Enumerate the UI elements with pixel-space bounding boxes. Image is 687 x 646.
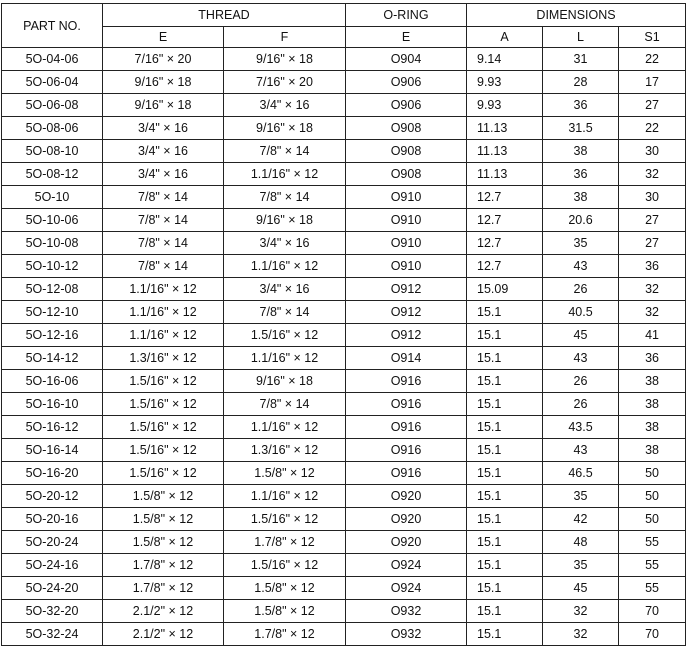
o-ring-cell: O916 [346,393,467,416]
dim-s1-cell: 30 [619,186,686,209]
thread-e-cell: 1.3/16" × 12 [103,347,224,370]
dim-l-cell: 43 [543,347,619,370]
dim-s1-cell: 38 [619,439,686,462]
dim-l-cell: 38 [543,140,619,163]
table-body [2,48,686,646]
part-no-cell: 5O-16-14 [2,439,103,462]
o-ring-cell: O924 [346,554,467,577]
dim-s1-cell: 32 [619,278,686,301]
dim-s1-cell: 27 [619,232,686,255]
dim-l-cell: 35 [543,485,619,508]
table-row [2,439,686,462]
dim-l-cell: 31.5 [543,117,619,140]
table-row [2,94,686,117]
o-ring-cell: O912 [346,278,467,301]
dim-l-cell: 43.5 [543,416,619,439]
o-ring-cell: O920 [346,508,467,531]
dim-s1-cell: 41 [619,324,686,347]
part-no-cell: 5O-08-12 [2,163,103,186]
table-row [2,301,686,324]
part-no-cell: 5O-20-24 [2,531,103,554]
o-ring-cell: O920 [346,531,467,554]
table-row [2,163,686,186]
o-ring-cell: O910 [346,186,467,209]
table-row [2,508,686,531]
table-header [2,4,686,48]
thread-e-cell: 1.7/8" × 12 [103,577,224,600]
thread-f-cell: 7/8" × 14 [224,301,346,324]
dim-l-cell: 45 [543,577,619,600]
header-part-no: PART NO. [2,4,103,48]
o-ring-cell: O904 [346,48,467,71]
o-ring-cell: O908 [346,117,467,140]
dim-a-cell: 15.1 [467,623,543,646]
dim-l-cell: 36 [543,163,619,186]
part-no-cell: 5O-20-12 [2,485,103,508]
header-dim-l: L [543,27,619,48]
o-ring-cell: O924 [346,577,467,600]
thread-f-cell: 9/16" × 18 [224,48,346,71]
part-no-cell: 5O-08-10 [2,140,103,163]
dim-l-cell: 43 [543,439,619,462]
header-dim-s1: S1 [619,27,686,48]
dim-l-cell: 20.6 [543,209,619,232]
thread-e-cell: 2.1/2" × 12 [103,600,224,623]
thread-e-cell: 3/4" × 16 [103,117,224,140]
table-row [2,48,686,71]
dim-s1-cell: 50 [619,508,686,531]
dim-l-cell: 26 [543,370,619,393]
header-o-ring-e: E [346,27,467,48]
thread-f-cell: 1.5/16" × 12 [224,324,346,347]
o-ring-cell: O906 [346,71,467,94]
dim-l-cell: 42 [543,508,619,531]
thread-e-cell: 9/16" × 18 [103,94,224,117]
header-thread: THREAD [103,4,346,27]
dim-s1-cell: 36 [619,347,686,370]
dim-a-cell: 15.1 [467,554,543,577]
table-row [2,232,686,255]
dim-l-cell: 43 [543,255,619,278]
fitting-spec-table [1,3,686,646]
dim-a-cell: 9.93 [467,71,543,94]
thread-e-cell: 1.5/16" × 12 [103,462,224,485]
part-no-cell: 5O-06-08 [2,94,103,117]
part-no-cell: 5O-16-20 [2,462,103,485]
part-no-cell: 5O-10 [2,186,103,209]
dim-l-cell: 28 [543,71,619,94]
dim-s1-cell: 27 [619,209,686,232]
part-no-cell: 5O-16-12 [2,416,103,439]
dim-s1-cell: 36 [619,255,686,278]
thread-e-cell: 1.1/16" × 12 [103,324,224,347]
thread-e-cell: 7/8" × 14 [103,232,224,255]
thread-f-cell: 1.5/8" × 12 [224,462,346,485]
dim-l-cell: 40.5 [543,301,619,324]
dim-a-cell: 12.7 [467,186,543,209]
dim-s1-cell: 22 [619,117,686,140]
dim-s1-cell: 38 [619,370,686,393]
table-row [2,485,686,508]
dim-s1-cell: 32 [619,301,686,324]
thread-e-cell: 1.5/16" × 12 [103,416,224,439]
o-ring-cell: O916 [346,439,467,462]
dim-a-cell: 15.1 [467,370,543,393]
thread-f-cell: 9/16" × 18 [224,209,346,232]
o-ring-cell: O906 [346,94,467,117]
dim-s1-cell: 32 [619,163,686,186]
o-ring-cell: O908 [346,163,467,186]
dim-s1-cell: 50 [619,462,686,485]
table-row [2,554,686,577]
thread-e-cell: 3/4" × 16 [103,140,224,163]
thread-e-cell: 3/4" × 16 [103,163,224,186]
part-no-cell: 5O-12-16 [2,324,103,347]
thread-e-cell: 9/16" × 18 [103,71,224,94]
part-no-cell: 5O-14-12 [2,347,103,370]
header-thread-f: F [224,27,346,48]
dim-l-cell: 35 [543,232,619,255]
thread-f-cell: 1.1/16" × 12 [224,163,346,186]
dim-s1-cell: 55 [619,554,686,577]
thread-e-cell: 1.5/8" × 12 [103,508,224,531]
thread-f-cell: 7/16" × 20 [224,71,346,94]
o-ring-cell: O932 [346,600,467,623]
part-no-cell: 5O-10-08 [2,232,103,255]
thread-f-cell: 3/4" × 16 [224,94,346,117]
part-no-cell: 5O-16-06 [2,370,103,393]
dim-s1-cell: 55 [619,577,686,600]
thread-f-cell: 7/8" × 14 [224,140,346,163]
thread-f-cell: 1.5/8" × 12 [224,600,346,623]
dim-l-cell: 38 [543,186,619,209]
dim-l-cell: 26 [543,393,619,416]
thread-e-cell: 1.7/8" × 12 [103,554,224,577]
part-no-cell: 5O-06-04 [2,71,103,94]
dim-a-cell: 15.1 [467,531,543,554]
dim-s1-cell: 22 [619,48,686,71]
dim-l-cell: 36 [543,94,619,117]
dim-l-cell: 31 [543,48,619,71]
o-ring-cell: O916 [346,416,467,439]
dim-a-cell: 15.1 [467,439,543,462]
thread-f-cell: 3/4" × 16 [224,232,346,255]
dim-s1-cell: 38 [619,416,686,439]
dim-a-cell: 15.1 [467,416,543,439]
o-ring-cell: O914 [346,347,467,370]
o-ring-cell: O932 [346,623,467,646]
part-no-cell: 5O-16-10 [2,393,103,416]
thread-e-cell: 7/8" × 14 [103,186,224,209]
thread-f-cell: 7/8" × 14 [224,186,346,209]
part-no-cell: 5O-32-24 [2,623,103,646]
o-ring-cell: O916 [346,462,467,485]
thread-e-cell: 1.5/16" × 12 [103,393,224,416]
dim-s1-cell: 70 [619,600,686,623]
dim-l-cell: 46.5 [543,462,619,485]
table-row [2,393,686,416]
dim-s1-cell: 17 [619,71,686,94]
thread-f-cell: 1.5/16" × 12 [224,508,346,531]
thread-e-cell: 2.1/2" × 12 [103,623,224,646]
table-row [2,140,686,163]
thread-f-cell: 1.7/8" × 12 [224,623,346,646]
part-no-cell: 5O-08-06 [2,117,103,140]
dim-a-cell: 9.14 [467,48,543,71]
thread-e-cell: 7/16" × 20 [103,48,224,71]
thread-e-cell: 1.1/16" × 12 [103,278,224,301]
part-no-cell: 5O-04-06 [2,48,103,71]
table-row [2,577,686,600]
dim-a-cell: 15.1 [467,324,543,347]
dim-a-cell: 15.1 [467,508,543,531]
header-o-ring: O-RING [346,4,467,27]
o-ring-cell: O910 [346,232,467,255]
dim-a-cell: 15.1 [467,462,543,485]
table-row [2,462,686,485]
table-row [2,623,686,646]
part-no-cell: 5O-12-08 [2,278,103,301]
dim-s1-cell: 30 [619,140,686,163]
dim-l-cell: 45 [543,324,619,347]
table-row [2,600,686,623]
table-row [2,117,686,140]
o-ring-cell: O912 [346,324,467,347]
dim-s1-cell: 50 [619,485,686,508]
dim-s1-cell: 55 [619,531,686,554]
thread-f-cell: 1.3/16" × 12 [224,439,346,462]
dim-s1-cell: 70 [619,623,686,646]
thread-f-cell: 3/4" × 16 [224,278,346,301]
dim-a-cell: 15.1 [467,393,543,416]
o-ring-cell: O910 [346,209,467,232]
table-row [2,416,686,439]
dim-a-cell: 15.09 [467,278,543,301]
part-no-cell: 5O-10-06 [2,209,103,232]
part-no-cell: 5O-24-20 [2,577,103,600]
thread-f-cell: 1.7/8" × 12 [224,531,346,554]
dim-a-cell: 15.1 [467,600,543,623]
thread-f-cell: 1.1/16" × 12 [224,416,346,439]
dim-s1-cell: 38 [619,393,686,416]
thread-e-cell: 1.5/16" × 12 [103,439,224,462]
thread-f-cell: 1.5/8" × 12 [224,577,346,600]
dim-a-cell: 15.1 [467,347,543,370]
dim-l-cell: 32 [543,600,619,623]
dim-l-cell: 35 [543,554,619,577]
part-no-cell: 5O-24-16 [2,554,103,577]
dim-l-cell: 32 [543,623,619,646]
thread-e-cell: 1.5/8" × 12 [103,485,224,508]
table-row [2,255,686,278]
table-row [2,531,686,554]
dim-a-cell: 15.1 [467,301,543,324]
thread-e-cell: 7/8" × 14 [103,209,224,232]
part-no-cell: 5O-32-20 [2,600,103,623]
header-dimensions: DIMENSIONS [467,4,686,27]
table-row [2,370,686,393]
table-row [2,186,686,209]
dim-s1-cell: 27 [619,94,686,117]
o-ring-cell: O912 [346,301,467,324]
dim-a-cell: 12.7 [467,209,543,232]
thread-f-cell: 1.5/16" × 12 [224,554,346,577]
table-row [2,324,686,347]
header-thread-e: E [103,27,224,48]
thread-e-cell: 1.5/16" × 12 [103,370,224,393]
part-no-cell: 5O-20-16 [2,508,103,531]
thread-e-cell: 7/8" × 14 [103,255,224,278]
dim-l-cell: 48 [543,531,619,554]
part-no-cell: 5O-10-12 [2,255,103,278]
part-no-cell: 5O-12-10 [2,301,103,324]
table-row [2,278,686,301]
table-row [2,209,686,232]
dim-a-cell: 15.1 [467,485,543,508]
dim-l-cell: 26 [543,278,619,301]
dim-a-cell: 12.7 [467,232,543,255]
dim-a-cell: 11.13 [467,163,543,186]
table-row [2,347,686,370]
o-ring-cell: O920 [346,485,467,508]
dim-a-cell: 15.1 [467,577,543,600]
o-ring-cell: O916 [346,370,467,393]
thread-e-cell: 1.5/8" × 12 [103,531,224,554]
o-ring-cell: O908 [346,140,467,163]
thread-e-cell: 1.1/16" × 12 [103,301,224,324]
o-ring-cell: O910 [346,255,467,278]
dim-a-cell: 11.13 [467,117,543,140]
thread-f-cell: 1.1/16" × 12 [224,255,346,278]
thread-f-cell: 9/16" × 18 [224,370,346,393]
thread-f-cell: 7/8" × 14 [224,393,346,416]
thread-f-cell: 1.1/16" × 12 [224,485,346,508]
dim-a-cell: 12.7 [467,255,543,278]
header-dim-a: A [467,27,543,48]
thread-f-cell: 1.1/16" × 12 [224,347,346,370]
table-row [2,71,686,94]
thread-f-cell: 9/16" × 18 [224,117,346,140]
dim-a-cell: 9.93 [467,94,543,117]
dim-a-cell: 11.13 [467,140,543,163]
